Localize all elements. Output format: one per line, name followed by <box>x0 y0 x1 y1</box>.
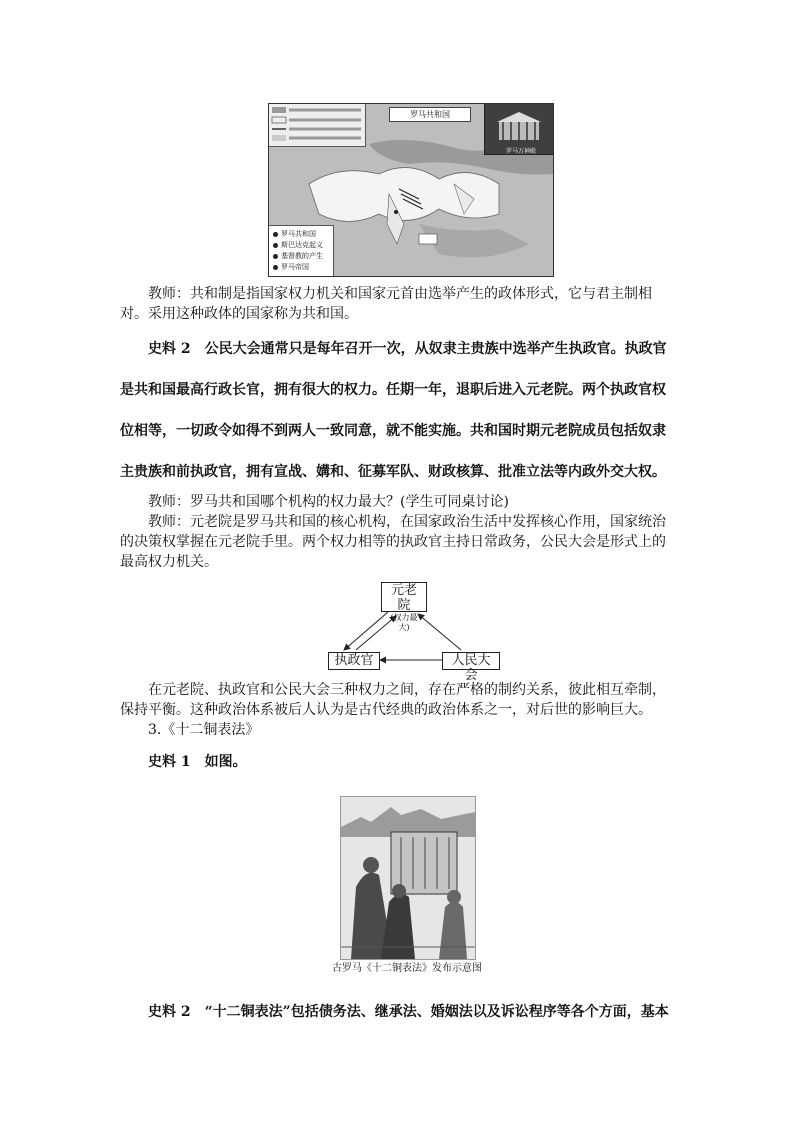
legend-dot-icon <box>273 232 278 237</box>
source-text: 公民大会通常只是每年召开一次，从奴隶主贵族中选举产生执政官。执政官是共和国最高行政长官，拥有很大的权力。任期一年，退职后进入元老院。两个执政官权位相等，一切政令如得不到两人一致同意，就不能实施。共和国时期元老院成员包括奴隶主贵族和前执政官，拥有宣战、媾和、征募军队、财政核算、批准立法等内政外交大权。 <box>120 341 667 480</box>
senate-box <box>381 582 427 632</box>
teacher-paragraph-3: 教师：元老院是罗马共和国的核心机构，在国家政治生活中发挥核心作用，国家统治的决策权掌握在元老院手里。两个权力相等的执政官主持日常政务，公民大会是形式上的最高权力机关。 <box>120 514 666 570</box>
power-diagram <box>326 582 498 683</box>
legend-dot-icon <box>273 254 278 259</box>
figure-caption: 古罗马《十二铜表法》发布示意图 <box>332 963 482 974</box>
source-label: 史料 2 <box>148 341 191 357</box>
source-2b-paragraph <box>120 1002 678 1022</box>
roman-republic-map <box>268 103 554 277</box>
teacher-paragraph-2: 教师：罗马共和国哪个机构的权力最大？(学生可同桌讨论) <box>148 494 509 510</box>
twelve-tables-engraving <box>340 796 476 960</box>
map-legend-top <box>269 104 366 147</box>
legend-item-republic: 罗马共和国 <box>273 230 316 239</box>
assembly-box: 人民大会 <box>442 652 500 670</box>
map-legend-swatches <box>269 104 365 146</box>
source-label: 史料 1 <box>148 754 191 770</box>
pantheon-photo <box>484 104 553 155</box>
teacher-paragraph-1: 教师：共和制是指国家权力机关和国家元首由选举产生的政体形式，它与君主制相对。采用这种政体的国家称为共和国。 <box>120 286 652 322</box>
map-title: 罗马共和国 <box>389 107 471 122</box>
section-heading: 3.《十二铜表法》 <box>148 722 260 738</box>
legend-item-spartacus: 斯巴达克起义 <box>273 241 323 250</box>
source-1-paragraph <box>120 752 678 772</box>
legend-item-christianity: 基督教的产生 <box>273 252 323 261</box>
legend-item-empire: 罗马帝国 <box>273 263 309 272</box>
source-text: 如图。 <box>204 754 247 770</box>
source-2-paragraph <box>120 329 678 493</box>
pantheon-caption: 罗马万神殿 <box>505 148 536 155</box>
consul-box: 执政官 <box>328 652 380 670</box>
senate-label: 元老院 <box>390 583 417 613</box>
engraving-illustration <box>341 797 475 959</box>
source-text: “十二铜表法”包括债务法、继承法、婚姻法以及诉讼程序等各个方面，基本 <box>204 1004 669 1020</box>
legend-dot-icon <box>273 265 278 270</box>
checks-balances-paragraph: 在元老院、执政官和公民大会三种权力之间，存在严格的制约关系，彼此相互牵制，保持平衡。这种政治体系被后人认为是古代经典的政治体系之一，对后世的影响巨大。 <box>120 682 666 718</box>
map-legend-bottom <box>269 225 334 276</box>
legend-dot-icon <box>273 243 278 248</box>
source-label: 史料 2 <box>148 1004 191 1020</box>
senate-note: (权力最大) <box>390 613 418 632</box>
